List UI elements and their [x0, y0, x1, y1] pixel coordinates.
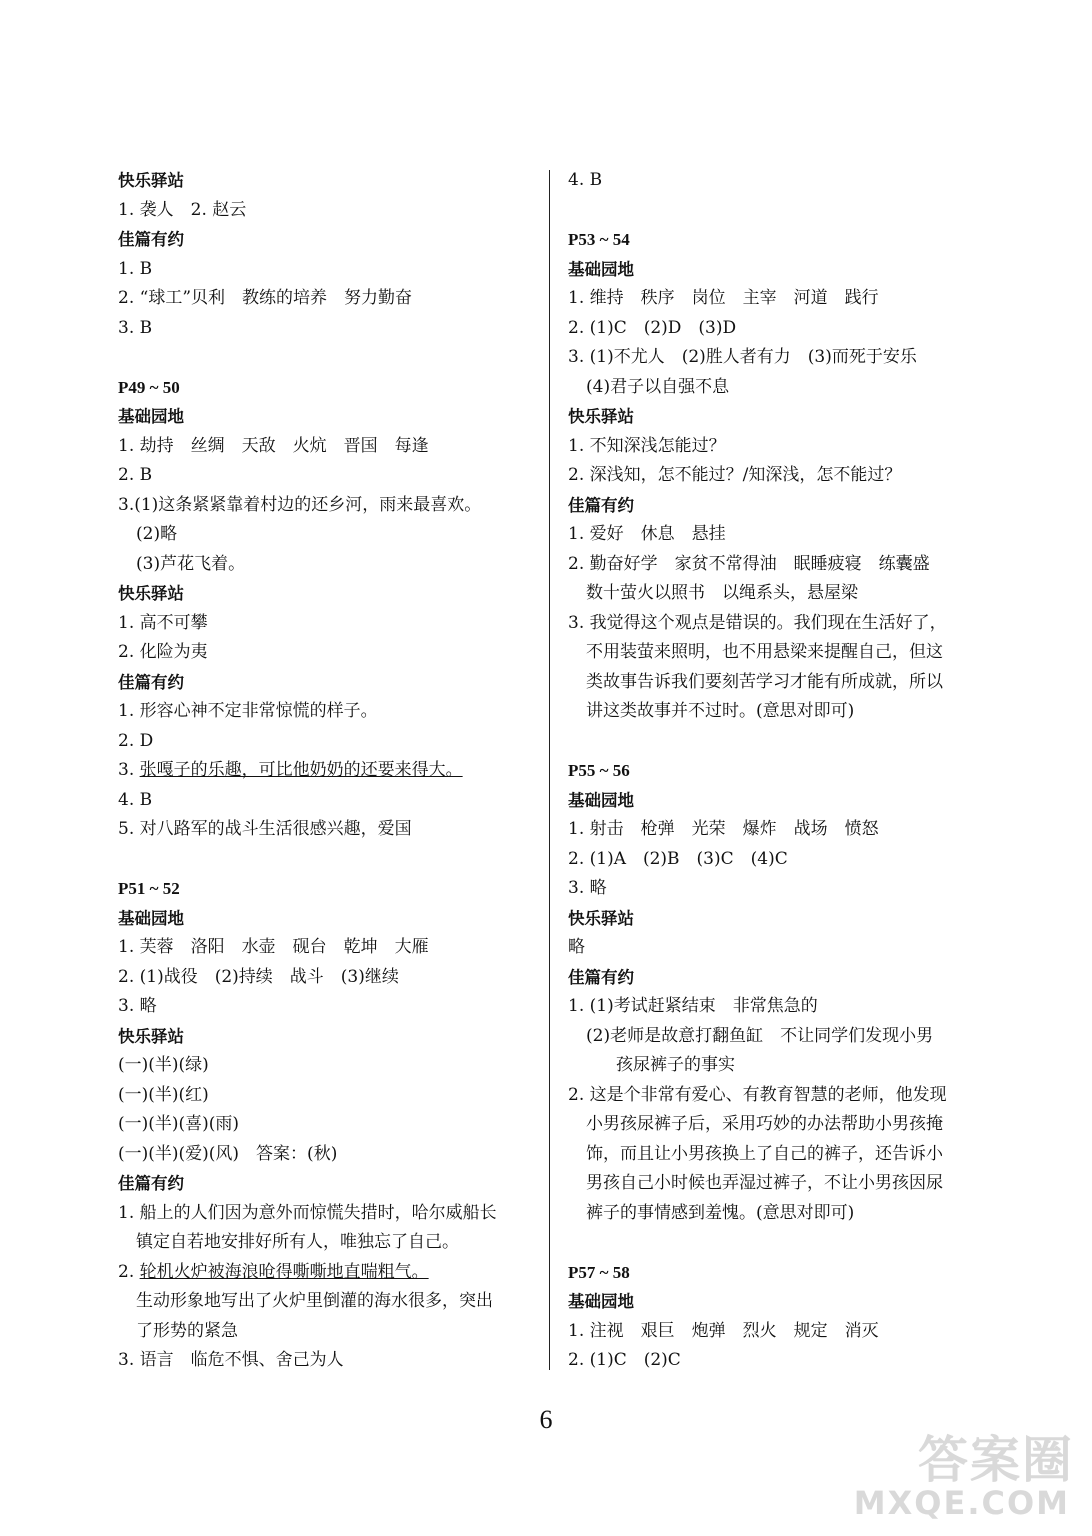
answer-line: 1. 高不可攀 [118, 612, 208, 633]
page-range-heading: P53 ~ 54 [568, 230, 630, 249]
answer-line-continued: (2)老师是故意打翻鱼缸 不让同学们发现小男 [586, 1025, 934, 1046]
answer-line: 2. (1)战役 (2)持续 战斗 (3)继续 [118, 966, 399, 987]
section-heading: 佳篇有约 [118, 1174, 184, 1193]
answer-line-continued: 不用装萤来照明，也不用悬梁来提醒自己，但这 [586, 642, 943, 662]
section-heading: 基础园地 [118, 908, 184, 928]
answer-line: 1. (1)考试赶紧结束 非常焦急的 [568, 996, 818, 1016]
answer-line-continued: 男孩自己小时候也弄湿过裤子，不让小男孩因尿 [586, 1173, 943, 1193]
answer-line: (一)(半)(红) [118, 1084, 209, 1105]
section-heading: 佳篇有约 [118, 230, 184, 249]
section-heading: 基础园地 [568, 790, 634, 810]
item-number: 2. [118, 1261, 140, 1282]
page-number: 6 [539, 1405, 553, 1434]
answer-line-continued: 裤子的事情感到羞愧。(意思对即可) [586, 1202, 855, 1223]
answer-line: (一)(半)(喜)(雨) [118, 1114, 240, 1134]
spacer [568, 727, 988, 757]
section-heading: 佳篇有约 [568, 495, 634, 515]
spacer [568, 1228, 988, 1258]
answer-line-underlined [118, 756, 538, 786]
answer-line: 1. 维持 秩序 岗位 主宰 河道 践行 [568, 288, 879, 308]
answer-line: 3. 略 [118, 996, 157, 1016]
answer-line-continued: (3)芦花飞着。 [136, 553, 246, 574]
section-heading: 快乐驿站 [118, 584, 184, 603]
answer-line: 1. 射击 枪弹 光荣 爆炸 战场 愤怒 [568, 819, 879, 839]
page-range-heading: P55 ~ 56 [568, 761, 630, 780]
page-range-heading: P57 ~ 58 [568, 1262, 630, 1282]
watermark-bottom-text: MXQE.COM [853, 1484, 1070, 1522]
answer-line-continued: (4)君子以自强不息 [586, 376, 730, 397]
answer-line: 4. B [568, 170, 603, 190]
watermark-logo [853, 1416, 1078, 1526]
answer-line: (一)(半)(爱)(风) 答案：(秋) [118, 1143, 338, 1164]
answer-line: 2. (1)A (2)B (3)C (4)C [568, 848, 788, 869]
section-heading: 快乐驿站 [568, 407, 634, 426]
right-column [568, 166, 988, 1376]
answer-line: 5. 对八路军的战斗生活很感兴趣，爱国 [118, 819, 412, 839]
answer-line: 1. 袭人 2. 赵云 [118, 199, 247, 220]
answer-line: 2. 勤奋好学 家贫不常得油 眠睡疲寝 练囊盛 [568, 553, 930, 574]
answer-line: 3. B [118, 317, 153, 338]
answer-line: 2. B [118, 465, 153, 485]
answer-line: 3. (1)不尤人 (2)胜人者有力 (3)而死于安乐 [568, 347, 917, 367]
section-heading: 快乐驿站 [118, 171, 184, 190]
answer-line: 1. 形容心神不定非常惊慌的样子。 [118, 701, 378, 721]
section-heading: 佳篇有约 [568, 967, 634, 987]
section-heading: 佳篇有约 [118, 672, 184, 692]
answer-line: 2. (1)C (2)D (3)D [568, 317, 737, 338]
answer-line: 3.(1)这条紧紧靠着村边的还乡河，雨来最喜欢。 [118, 494, 482, 515]
answer-line-underlined [118, 1258, 538, 1288]
answer-line: 1. B [118, 258, 153, 279]
answer-line: 1. 船上的人们因为意外而惊慌失措时，哈尔威船长 [118, 1202, 497, 1223]
section-heading: 基础园地 [568, 1292, 634, 1311]
answer-line: 1. 芙蓉 洛阳 水壶 砚台 乾坤 大雁 [118, 937, 429, 957]
answer-line: (一)(半)(绿) [118, 1055, 209, 1075]
answer-line: 2. D [118, 730, 154, 751]
answer-line: 1. 不知深浅怎能过？ [568, 435, 726, 456]
answer-line: 1. 注视 艰巨 炮弹 烈火 规定 消灭 [568, 1320, 879, 1341]
answer-line-continued: 类故事告诉我们要刻苦学习才能有所成就，所以 [586, 671, 943, 692]
answer-line-continued: 讲这类故事并不过时。(意思对即可) [586, 701, 855, 721]
column-divider [549, 170, 550, 1370]
underlined-text: 轮机火炉被海浪呛得嘶嘶地直喘粗气。 [139, 1261, 429, 1282]
item-number: 3. [118, 760, 140, 780]
spacer [118, 343, 538, 373]
page-range-heading: P49 ~ 50 [118, 377, 180, 397]
answer-line-continued: 镇定自若地安排好所有人，唯独忘了自己。 [136, 1232, 459, 1252]
answer-line: 3. 我觉得这个观点是错误的。我们现在生活好了， [568, 612, 947, 633]
spacer [568, 196, 988, 226]
spacer [118, 845, 538, 875]
answer-line-continued: 小男孩尿裤子后，采用巧妙的办法帮助小男孩掩 [586, 1114, 943, 1134]
section-heading: 快乐驿站 [568, 908, 634, 928]
answer-line: 2. 这是个非常有爱心、有教育智慧的老师，他发现 [568, 1084, 947, 1105]
answer-line: 4. B [118, 789, 153, 810]
answer-line: 1. 劫持 丝绸 天敌 火炕 晋国 每逢 [118, 435, 429, 456]
answer-line: 2. 化险为夷 [118, 642, 208, 662]
answer-line-continued: 生动形象地写出了火炉里倒灌的海水很多，突出 [136, 1291, 493, 1311]
answer-line-continued: 饰，而且让小男孩换上了自己的裤子，还告诉小 [586, 1143, 943, 1164]
answer-line: 3. 语言 临危不惧、舍己为人 [118, 1350, 344, 1370]
answer-line-continued: (2)略 [136, 524, 178, 544]
answer-line: 3. 略 [568, 878, 607, 898]
answer-line: 1. 爱好 休息 悬挂 [568, 524, 726, 544]
answer-line: 2. 深浅知，怎不能过？/知深浅，怎不能过？ [568, 465, 902, 485]
left-column [118, 166, 538, 1376]
section-heading: 快乐驿站 [118, 1026, 184, 1046]
answer-line: 略 [568, 937, 585, 957]
answer-line-continued: 数十萤火以照书 以绳系头，悬屋梁 [586, 583, 858, 603]
answer-line-continued: 孩尿裤子的事实 [616, 1055, 735, 1075]
answer-line: 2. (1)C (2)C [568, 1350, 681, 1370]
answer-line-continued: 了形势的紧急 [136, 1320, 238, 1341]
underlined-text: 张嘎子的乐趣，可比他奶奶的还要来得大。 [139, 760, 463, 780]
section-heading: 基础园地 [568, 259, 634, 279]
watermark-top-text: 答案圈 [918, 1431, 1074, 1489]
section-heading: 基础园地 [118, 407, 184, 426]
page-range-heading: P51 ~ 52 [118, 879, 180, 898]
answer-line: 2. “球工”贝利 教练的培养 努力勤奋 [118, 288, 413, 308]
